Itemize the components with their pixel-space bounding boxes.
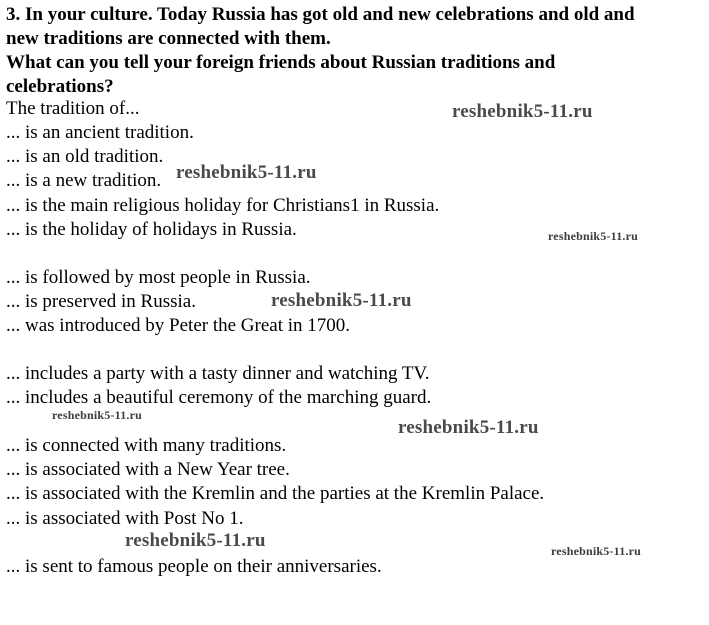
watermark: reshebnik5-11.ru [548,229,638,243]
phrase-line: ... is preserved in Russia. [6,291,196,312]
watermark: reshebnik5-11.ru [125,530,266,551]
phrase-line: ... is an ancient tradition. [6,122,194,143]
phrase-line: The tradition of... [6,98,140,119]
heading-line-3: What can you tell your foreign friends about Russian traditions and [6,52,556,73]
phrase-line: ... is followed by most people in Russia. [6,267,311,288]
heading-line-2: new traditions are connected with them. [6,28,331,49]
watermark: reshebnik5-11.ru [271,290,412,311]
phrase-line: ... is the main religious holiday for Christians1 in Russia. [6,195,440,216]
exercise-heading [6,3,706,99]
watermark: reshebnik5-11.ru [176,162,317,183]
watermark: reshebnik5-11.ru [551,544,641,558]
phrase-line: ... was introduced by Peter the Great in 1700. [6,315,351,336]
phrase-line: ... includes a party with a tasty dinner and watching TV. [6,363,430,384]
phrase-line: ... is associated with the Kremlin and the parties at the Kremlin Palace. [6,483,545,504]
heading-line-4: celebrations? [6,76,114,97]
phrase-line: ... is the holiday of holidays in Russia. [6,219,297,240]
phrase-line: ... is sent to famous people on their anniversaries. [6,556,382,577]
watermark: reshebnik5-11.ru [398,417,539,438]
watermark: reshebnik5-11.ru [52,408,142,422]
phrase-line: ... is associated with a New Year tree. [6,459,290,480]
watermark: reshebnik5-11.ru [452,101,593,122]
phrase-line: ... is connected with many traditions. [6,435,287,456]
phrase-line: ... includes a beautiful ceremony of the marching guard. [6,387,432,408]
phrase-line: ... is a new tradition. [6,170,162,191]
phrase-line: ... is an old tradition. [6,146,164,167]
phrase-line: ... is associated with Post No 1. [6,508,244,529]
heading-line-1: 3. In your culture. Today Russia has got old and new celebrations and old and [6,4,635,25]
